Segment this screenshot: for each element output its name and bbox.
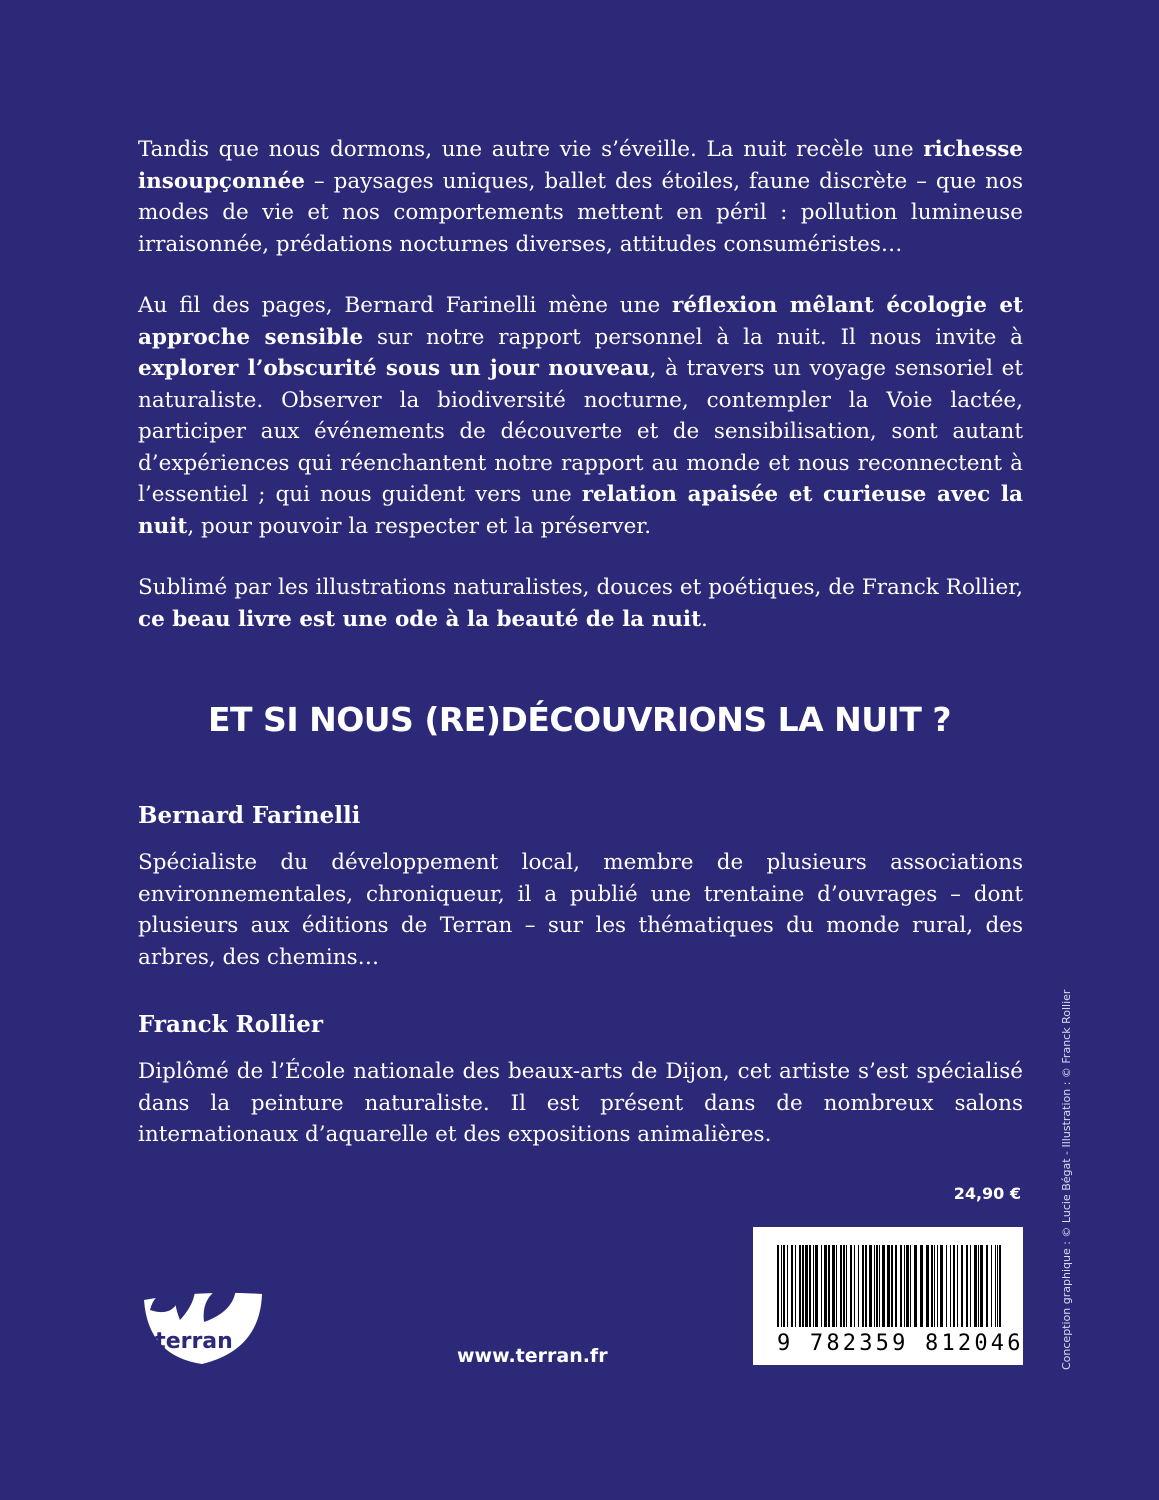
barcode-bar: [821, 1245, 822, 1327]
price: 24,90 €: [953, 1184, 1021, 1203]
barcode-bar: [840, 1245, 842, 1327]
author-bio: [138, 802, 1023, 973]
emphasis-text: ce beau livre est une ode à la beauté de la nuit: [138, 606, 702, 632]
barcode-bar: [815, 1245, 818, 1327]
barcode-bar: [986, 1245, 988, 1327]
barcode-bar: [937, 1245, 938, 1327]
barcode-bar: [813, 1245, 814, 1327]
barcode-bar: [850, 1245, 852, 1327]
body-text: sur notre rapport personnel à la nuit. Il nous invite à: [363, 324, 1023, 350]
design-credit: Conception graphique : © Lucie Bégat - Illustration : © Franck Rollier: [1060, 989, 1073, 1370]
logo-wordmark: terran: [155, 1329, 233, 1354]
author-description: Spécialiste du développement local, membre de plusieurs associations environnementales, chroniqueur, il a publié une trentaine d’ouvrages – dont plusieurs aux éditions de Terran – sur les thématiques du monde rural, des arbres, des chemins…: [138, 850, 1023, 970]
author-name: Bernard Farinelli: [138, 802, 361, 829]
terran-logo: [136, 1272, 266, 1372]
barcode-bar: [991, 1245, 992, 1327]
emphasis-text: richesse insoupçonnée: [138, 137, 1023, 194]
body-text: – paysages uniques, ballet des étoiles, faune discrète – que nos modes de vie et nos comportements mettent en péril : pollution lumineuse irraisonnée, prédations nocturnes diverses, attitudes consuméristes…: [138, 168, 1023, 257]
body-text: Tandis que nous dormons, une autre vie s’éveille. La nuit recèle une: [138, 137, 924, 162]
barcode-bar: [895, 1245, 897, 1327]
barcode-bar: [795, 1245, 796, 1327]
barcode-bar: [950, 1245, 951, 1327]
barcode-bar: [791, 1245, 793, 1327]
barcode-bar: [862, 1245, 864, 1327]
blurb: [138, 134, 1023, 665]
barcode-bar: [978, 1245, 979, 1327]
barcode-bar: [910, 1245, 911, 1327]
blurb-paragraph-2: [138, 290, 1023, 542]
barcode-bar: [805, 1245, 808, 1327]
barcode-bar: [858, 1245, 859, 1327]
body-text: .: [701, 606, 708, 632]
body-text: Au fil des pages, Bernard Farinelli mène une: [138, 293, 673, 318]
barcode-bar: [995, 1245, 996, 1327]
barcode-bar: [931, 1245, 933, 1327]
barcode-bar: [934, 1245, 935, 1327]
barcode-bar: [777, 1245, 779, 1327]
barcode-bar: [809, 1245, 811, 1327]
barcode-bar: [843, 1245, 845, 1327]
barcode-bar: [904, 1245, 905, 1327]
barcode-bar: [802, 1245, 804, 1327]
illustrator-name: Franck Rollier: [138, 1011, 324, 1038]
barcode-bar: [966, 1245, 968, 1327]
barcode-bar: [781, 1245, 782, 1327]
barcode-bar: [999, 1245, 1001, 1327]
barcode-bar: [980, 1245, 983, 1327]
barcode-bar: [914, 1245, 917, 1327]
barcode-bar: [906, 1245, 909, 1327]
barcode-bar: [869, 1245, 872, 1327]
emphasis-text: réflexion mêlant écologie et approche sensible: [138, 293, 1023, 350]
barcode-bar: [957, 1245, 958, 1327]
barcode-bar: [891, 1245, 893, 1327]
body-text: , à travers un voyage sensoriel et naturaliste. Observer la biodiversité nocturne, contempler la Voie lactée, participer aux événements de découverte et de sensibilisation, sont autant d’expériences qui réenchantent notre rapport au monde et nous reconnectent à l’essentiel ; qui nous guident vers une: [138, 356, 1023, 507]
emphasis-text: relation apaisée et curieuse avec la nuit: [138, 482, 1023, 539]
tagline: ET SI NOUS (RE)DÉCOUVRIONS LA NUIT ?: [208, 700, 951, 739]
barcode-bar: [946, 1245, 947, 1327]
barcode-bar: [836, 1245, 837, 1327]
barcode-bar: [799, 1245, 801, 1327]
illustrator-bio: [138, 1011, 1023, 1151]
barcode-bar: [900, 1245, 902, 1327]
barcode-bar: [970, 1245, 971, 1327]
barcode-bar: [926, 1245, 929, 1327]
emphasis-text: explorer l’obscurité sous un jour nouveau: [138, 356, 650, 381]
barcode-bar: [887, 1245, 890, 1327]
barcode-bar: [940, 1245, 943, 1327]
body-text: , pour pouvoir la respecter et la préserver.: [187, 513, 652, 539]
barcode-bar: [865, 1245, 867, 1327]
body-text: Sublimé par les illustrations naturalistes, douces et poétiques, de Franck Rollier,: [138, 575, 1023, 600]
barcode-bar: [997, 1245, 998, 1327]
barcode-bar: [824, 1245, 827, 1327]
blurb-paragraph-1: [138, 134, 1023, 260]
barcode-bars: [777, 1245, 1007, 1327]
barcode-bar: [846, 1245, 847, 1327]
barcode-bar: [876, 1245, 878, 1327]
barcode-bar: [882, 1245, 885, 1327]
barcode-bar: [832, 1245, 835, 1327]
isbn-digits: 9 782359 812046: [777, 1331, 1024, 1356]
barcode-bar: [854, 1245, 855, 1327]
barcode-bar: [974, 1245, 977, 1327]
barcode-bar: [920, 1245, 923, 1327]
barcode-bar: [787, 1245, 788, 1327]
publisher-website[interactable]: www.terran.fr: [457, 1345, 608, 1367]
barcode-bar: [879, 1245, 880, 1327]
barcode-bar: [783, 1245, 785, 1327]
barcode-bar: [874, 1245, 875, 1327]
blurb-paragraph-3: [138, 572, 1023, 635]
illustrator-description: Diplômé de l’École nationale des beaux-arts de Dijon, cet artiste s’est spécialisé dans la peinture naturaliste. Il est présent dans de nombreux salons internationaux d’aquarelle et des expositions animalières.: [138, 1059, 1023, 1147]
isbn-barcode: [753, 1227, 1023, 1365]
barcode-bar: [828, 1245, 830, 1327]
barcode-bar: [953, 1245, 955, 1327]
barcode-bar: [961, 1245, 963, 1327]
